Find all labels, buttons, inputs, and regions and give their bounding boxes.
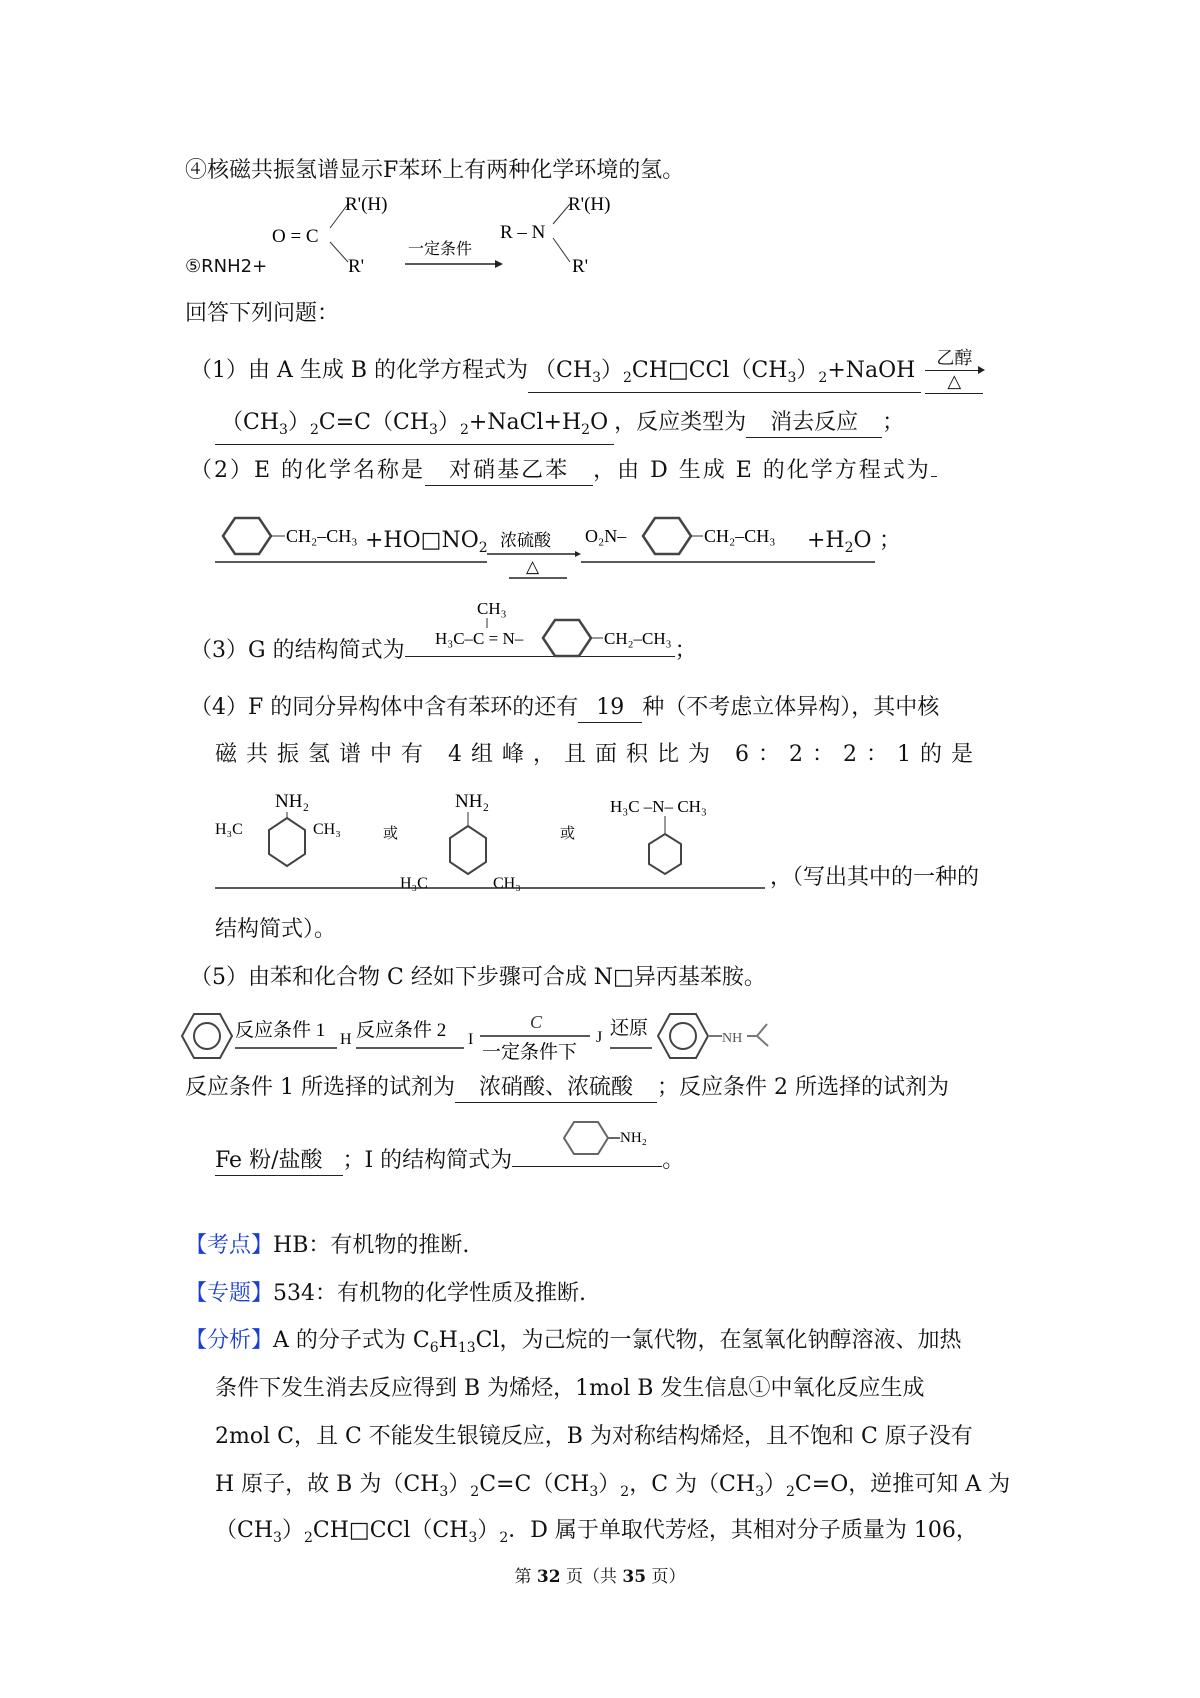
bond-line bbox=[330, 242, 348, 262]
r-bottom-label: R' bbox=[572, 256, 589, 277]
h3c-label: H₃C bbox=[215, 821, 243, 838]
nh2-label: NH₂ bbox=[455, 791, 490, 812]
text-segment: C=C（CH bbox=[318, 410, 430, 435]
q2-water bbox=[807, 526, 872, 563]
subscript: 3 bbox=[273, 1530, 282, 1546]
q4-mid: 种（不考虑立体异构），其中核 bbox=[642, 695, 940, 720]
step1-label: 反应条件 1 bbox=[235, 1020, 326, 1041]
subscript: 2 bbox=[459, 422, 469, 438]
text-segment: ） bbox=[763, 1472, 786, 1497]
q2-equation bbox=[215, 510, 915, 576]
fenxi-line1 bbox=[273, 1328, 962, 1356]
info-4: ④核磁共振氢谱显示F苯环上有两种化学环境的氢。 bbox=[185, 158, 685, 183]
text-segment: ） bbox=[796, 358, 819, 383]
q4-line2: 磁共振氢谱中有 4组峰，且面积比为 6：2：2：1的是 bbox=[215, 742, 982, 767]
text-segment: C=C（CH bbox=[479, 1472, 590, 1497]
benzene-ring-icon bbox=[269, 818, 305, 866]
nh2-label: NH₂ bbox=[620, 1130, 647, 1146]
q2-reagent bbox=[365, 526, 488, 563]
text-segment: +NaCl+H bbox=[468, 410, 582, 435]
q4-count-answer: 19 bbox=[578, 694, 642, 723]
text-segment: H bbox=[438, 1328, 458, 1353]
q1-type-answer: 消去反应 bbox=[746, 409, 882, 438]
subscript: 3 bbox=[589, 1484, 599, 1500]
imine-label: H₃C–C = N– bbox=[435, 629, 524, 648]
text-segment: ） bbox=[437, 410, 460, 435]
reagent1-answer: 浓硝酸、浓硫酸 bbox=[455, 1074, 657, 1103]
q1-reactant bbox=[528, 357, 921, 393]
subscript: 3 bbox=[787, 370, 797, 386]
isomer-structures bbox=[215, 790, 775, 890]
subscript: 3 bbox=[429, 422, 438, 438]
text-segment: O bbox=[590, 410, 609, 435]
subscript: 2 bbox=[309, 422, 319, 438]
benzene-ring-icon bbox=[543, 620, 591, 656]
q1-lead: （1）由 A 生成 B 的化学方程式为 bbox=[190, 358, 529, 383]
benzene-ring-icon bbox=[223, 518, 271, 554]
subscript: 2 bbox=[499, 1530, 509, 1546]
arrowhead-icon bbox=[575, 551, 581, 557]
q3-lead: （3）G 的结构简式为 bbox=[190, 638, 405, 663]
bond-line bbox=[757, 1036, 768, 1046]
cond-bottom: △ bbox=[925, 371, 983, 394]
scheme-product-group bbox=[610, 1014, 768, 1058]
question-1-line2 bbox=[215, 408, 904, 445]
question-5: （5）由苯和化合物 C 经如下步骤可合成 N□异丙基苯胺。 bbox=[190, 965, 766, 990]
zhuanti-text: 534：有机物的化学性质及推断. bbox=[273, 1281, 587, 1306]
q4-tail: ，（写出其中的一种的 bbox=[770, 865, 980, 890]
q2-mid: ，由 D 生成 E 的化学方程式为 bbox=[593, 458, 931, 483]
text-segment: ） bbox=[477, 1518, 500, 1543]
ch3-label: CH₃ bbox=[313, 821, 341, 838]
subscript: 2 bbox=[844, 540, 854, 556]
text-segment: ．D 属于单取代芳烃，其相对分子质量为 106， bbox=[508, 1518, 978, 1543]
question-4 bbox=[190, 693, 939, 723]
zhuanti-tag: 【专题】 bbox=[185, 1281, 274, 1306]
subscript: 2 bbox=[303, 1530, 313, 1546]
subscript: 3 bbox=[592, 370, 601, 386]
benzene-ring-icon bbox=[182, 1014, 232, 1058]
punct: 。 bbox=[662, 1148, 685, 1173]
info-5-prefix: ⑤RNH2+ bbox=[185, 256, 268, 277]
reagent1-lead: 反应条件 1 所选择的试剂为 bbox=[185, 1075, 455, 1100]
text-segment: O bbox=[853, 528, 872, 553]
q4-line3: 结构简式）。 bbox=[215, 917, 337, 942]
cond-bottom: △ bbox=[526, 557, 540, 576]
text-segment: +HO□NO bbox=[365, 528, 479, 553]
bond-line bbox=[553, 238, 570, 262]
ch3-label: CH₃ bbox=[493, 875, 521, 892]
subscript: 3 bbox=[468, 1530, 478, 1546]
text-segment: C=O，逆推可知 A 为 bbox=[794, 1472, 1011, 1497]
intermediate-h: H bbox=[340, 1031, 352, 1048]
fenxi-tag: 【分析】 bbox=[185, 1328, 274, 1353]
blank bbox=[931, 476, 937, 477]
text-segment: ，C 为（CH bbox=[629, 1472, 756, 1497]
q1-type-lead: ，反应类型为 bbox=[614, 410, 747, 435]
footer-text: 第 bbox=[514, 1567, 537, 1587]
text-segment: ） bbox=[281, 1518, 304, 1543]
or-label: 或 bbox=[560, 826, 576, 842]
nh2-label: NH₂ bbox=[275, 791, 310, 812]
subscript: 6 bbox=[429, 1340, 439, 1356]
subscript: 2 bbox=[623, 370, 632, 386]
text-segment: ） bbox=[448, 1472, 471, 1497]
ethyl-label: CH₂–CH₃ bbox=[704, 526, 776, 546]
benzene-ring-icon bbox=[450, 826, 486, 874]
aromatic-circle bbox=[670, 1023, 696, 1049]
carbonyl-label: O = C bbox=[272, 226, 319, 247]
text-segment: A 的分子式为 C bbox=[273, 1328, 430, 1353]
i-lead: ；I 的结构简式为 bbox=[342, 1148, 513, 1173]
page-total: 35 bbox=[622, 1567, 647, 1587]
benzene-ring-icon bbox=[649, 834, 681, 874]
text-segment: （CH bbox=[215, 1518, 274, 1543]
r-top-label: R'(H) bbox=[568, 194, 611, 215]
footer-text: 页） bbox=[646, 1567, 686, 1587]
q5-reagents-line bbox=[185, 1073, 949, 1103]
q1-product bbox=[215, 409, 614, 445]
text-segment: H 原子，故 B 为（CH bbox=[215, 1472, 440, 1497]
step2-label: 反应条件 2 bbox=[356, 1020, 447, 1041]
punct: ； bbox=[674, 638, 697, 663]
cond-top: 乙醇 bbox=[936, 348, 973, 369]
subscript: 2 bbox=[818, 370, 828, 386]
page-number: 32 bbox=[536, 1567, 561, 1587]
nitro-label: O₂N– bbox=[585, 526, 627, 546]
text-segment: ） bbox=[598, 1472, 621, 1497]
h3c-label: H₃C bbox=[400, 875, 428, 892]
aromatic-circle bbox=[194, 1023, 220, 1049]
benzene-ring-icon bbox=[564, 1122, 608, 1154]
amine-carbonyl-reaction bbox=[270, 190, 640, 280]
intermediate-j: J bbox=[596, 1029, 603, 1046]
subscript: 2 bbox=[470, 1484, 480, 1500]
fenxi-line2: 条件下发生消去反应得到 B 为烯烃，1mol B 发生信息①中氧化反应生成 bbox=[215, 1376, 925, 1401]
fenxi bbox=[185, 1326, 962, 1363]
text-segment: +H bbox=[807, 528, 845, 553]
text-segment: （CH bbox=[534, 358, 593, 383]
footer-text: 页（共 bbox=[560, 1567, 623, 1587]
question-2 bbox=[190, 456, 937, 486]
text-segment: CH□CCl（CH bbox=[631, 358, 788, 383]
question-1 bbox=[190, 348, 987, 394]
benzene-ring-icon bbox=[658, 1014, 708, 1058]
bond-line bbox=[757, 1024, 767, 1036]
cond-top: 浓硫酸 bbox=[500, 531, 551, 550]
subscript: 2 bbox=[620, 1484, 630, 1500]
zhuanti bbox=[185, 1279, 586, 1309]
compound-g-structure bbox=[435, 598, 705, 658]
text-segment: +NaOH bbox=[827, 358, 916, 383]
text-segment: Cl，为己烷的一氯代物，在氢氧化钠醇溶液、加热 bbox=[475, 1328, 962, 1353]
kaodian-text: HB：有机物的推断. bbox=[273, 1233, 470, 1258]
fenxi-line5 bbox=[215, 1516, 978, 1553]
text-segment: （CH bbox=[221, 410, 280, 435]
page-footer bbox=[0, 1562, 1200, 1587]
subscript: 3 bbox=[755, 1484, 764, 1500]
kaodian-tag: 【考点】 bbox=[185, 1233, 274, 1258]
prompt: 回答下列问题： bbox=[185, 301, 340, 326]
intermediate-i: I bbox=[468, 1031, 474, 1048]
arrow-icon bbox=[925, 370, 983, 371]
arrowhead-icon bbox=[495, 260, 503, 268]
text-segment: ） bbox=[600, 358, 623, 383]
ethyl-label: CH₂–CH₃ bbox=[286, 526, 358, 546]
q2-lead: （2）E 的化学名称是 bbox=[190, 458, 426, 483]
text-segment: ） bbox=[287, 410, 310, 435]
ethyl-label: CH₂–CH₃ bbox=[604, 629, 672, 648]
punct: ； bbox=[882, 410, 905, 435]
subscript: 3 bbox=[279, 422, 288, 438]
methyl-label: CH₃ bbox=[477, 599, 507, 618]
r-top-label: R'(H) bbox=[345, 194, 388, 215]
q4-lead: （4）F 的同分异构体中含有苯环的还有 bbox=[190, 695, 579, 720]
r-bottom-label: R' bbox=[348, 256, 365, 277]
subscript: 13 bbox=[457, 1340, 476, 1356]
subscript: 2 bbox=[581, 422, 591, 438]
benzene-ring-icon bbox=[643, 518, 691, 554]
reagent-c: C bbox=[530, 1012, 543, 1032]
or-label: 或 bbox=[383, 826, 399, 842]
reagent2-lead: ；反应条件 2 所选择的试剂为 bbox=[657, 1075, 949, 1100]
arrow-label: 一定条件 bbox=[408, 241, 473, 258]
amine-label: R – N bbox=[500, 222, 546, 243]
text-segment: CH□CCl（CH bbox=[312, 1518, 469, 1543]
dimethylamine-label: H₃C –N– CH₃ bbox=[610, 797, 707, 816]
punct: ； bbox=[879, 528, 902, 553]
condition-label: 一定条件下 bbox=[482, 1042, 578, 1063]
kaodian bbox=[185, 1231, 469, 1261]
subscript: 3 bbox=[439, 1484, 449, 1500]
reagent2-answer: Fe 粉/盐酸 bbox=[215, 1147, 343, 1176]
synthesis-scheme bbox=[180, 1008, 840, 1063]
fenxi-line4 bbox=[215, 1470, 1010, 1507]
reduce-label: 还原 bbox=[610, 1018, 649, 1039]
q1-condition bbox=[925, 348, 983, 394]
subscript: 2 bbox=[786, 1484, 795, 1500]
q2-name-answer: 对硝基乙苯 bbox=[425, 457, 593, 486]
subscript: 2 bbox=[478, 540, 488, 556]
aniline-structure bbox=[560, 1118, 680, 1158]
nh-label: NH bbox=[722, 1031, 743, 1046]
fenxi-line3: 2mol C，且 C 不能发生银镜反应，B 为对称结构烯烃，且不饱和 C 原子没有 bbox=[215, 1424, 973, 1449]
